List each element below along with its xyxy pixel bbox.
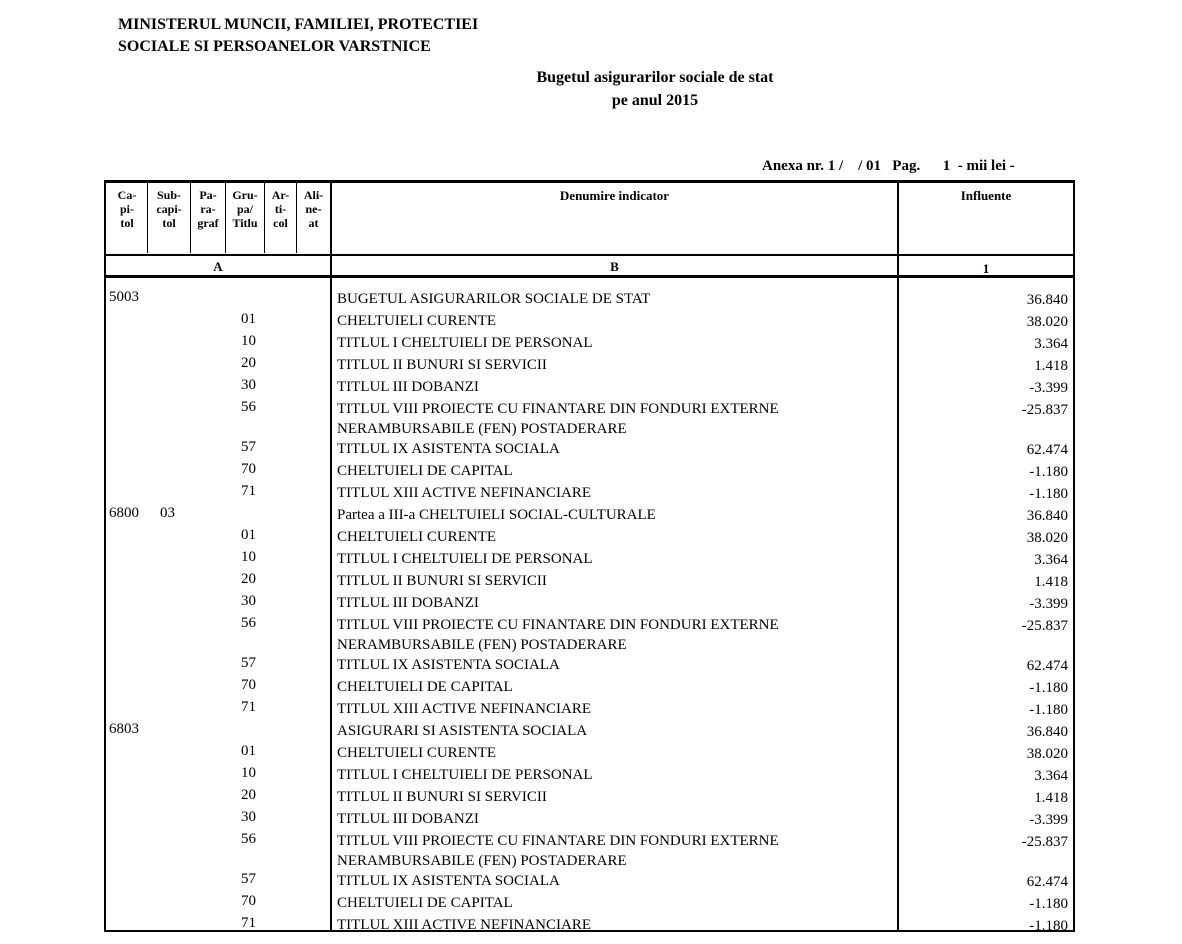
table-row (0, 674, 1182, 696)
row-indicator-name: TITLUL I CHELTUIELI DE PERSONAL (337, 335, 593, 351)
row-indicator-name: TITLUL II BUNURI SI SERVICII (337, 573, 547, 589)
table-row (0, 396, 1182, 436)
row-grupa-titlu: 30 (241, 377, 256, 393)
row-influente-value: 62.474 (1026, 874, 1068, 890)
row-indicator-name: TITLUL III DOBANZI (337, 379, 479, 395)
table-row (0, 890, 1182, 912)
table-row (0, 374, 1182, 396)
row-indicator-name: TITLUL IX ASISTENTA SOCIALA (337, 657, 560, 673)
header-alineat-line: at (308, 216, 319, 230)
row-grupa-titlu: 30 (241, 809, 256, 825)
table-row (0, 806, 1182, 828)
annex-reference: Anexa nr. 1 / / 01 Pag. 1 - mii lei - (762, 158, 1015, 174)
header-grupa-titlu (226, 188, 264, 230)
column-letter-b: B (610, 259, 619, 274)
row-indicator-name: TITLUL III DOBANZI (337, 811, 479, 827)
table-row (0, 330, 1182, 352)
row-grupa-titlu: 57 (241, 871, 256, 887)
header-articol-line: col (273, 216, 288, 230)
row-indicator-name: CHELTUIELI DE CAPITAL (337, 895, 513, 911)
table-row (0, 436, 1182, 458)
table-row (0, 352, 1182, 374)
table-row (0, 480, 1182, 502)
row-influente-value: -3.399 (1029, 596, 1068, 612)
row-indicator-name: Partea a III-a CHELTUIELI SOCIAL-CULTURALE (337, 507, 656, 523)
row-indicator-name: TITLUL II BUNURI SI SERVICII (337, 789, 547, 805)
row-grupa-titlu: 57 (241, 655, 256, 671)
row-influente-value: 36.840 (1026, 292, 1068, 308)
column-letter-1: 1 (982, 261, 990, 276)
document-title (420, 66, 890, 112)
header-subcapitol (148, 188, 190, 230)
ministry-name-line1: MINISTERUL MUNCII, FAMILIEI, PROTECTIEI (118, 16, 479, 33)
table-row (0, 612, 1182, 652)
row-grupa-titlu: 10 (241, 333, 256, 349)
header-articol-line: ti- (274, 202, 287, 216)
row-indicator-name: BUGETUL ASIGURARILOR SOCIALE DE STAT (337, 291, 651, 307)
row-influente-value: -25.837 (1021, 618, 1068, 634)
row-indicator-name: TITLUL VIII PROIECTE CU FINANTARE DIN FONDURI EXTERNE NERAMBURSABILE (FEN) POSTADERARE (337, 401, 779, 437)
table-row (0, 524, 1182, 546)
row-indicator-name: CHELTUIELI DE CAPITAL (337, 679, 513, 695)
row-influente-value: 3.364 (1034, 552, 1068, 568)
row-grupa-titlu: 30 (241, 593, 256, 609)
row-grupa-titlu: 57 (241, 439, 256, 455)
row-indicator-name: TITLUL IX ASISTENTA SOCIALA (337, 441, 560, 457)
header-paragraf-line: ra- (200, 202, 216, 216)
table-row (0, 912, 1182, 934)
table-row (0, 502, 1182, 524)
row-subcapitol: 03 (160, 505, 175, 521)
row-indicator-name: TITLUL III DOBANZI (337, 595, 479, 611)
row-grupa-titlu: 71 (241, 915, 256, 931)
row-influente-value: -1.180 (1029, 918, 1068, 934)
header-subcapitol-line: capi- (156, 202, 182, 216)
row-indicator-name: TITLUL I CHELTUIELI DE PERSONAL (337, 767, 593, 783)
column-letter-a: A (213, 259, 223, 274)
row-capitol: 5003 (109, 289, 139, 305)
table-row (0, 308, 1182, 330)
row-grupa-titlu: 10 (241, 549, 256, 565)
row-grupa-titlu: 20 (241, 571, 256, 587)
row-influente-value: -3.399 (1029, 380, 1068, 396)
table-row (0, 546, 1182, 568)
table-row (0, 784, 1182, 806)
row-influente-value: -1.180 (1029, 702, 1068, 718)
row-influente-value: 3.364 (1034, 768, 1068, 784)
table-row (0, 568, 1182, 590)
row-influente-value: 38.020 (1026, 530, 1068, 546)
header-capitol-line: Ca- (117, 188, 137, 202)
row-capitol: 6800 (109, 505, 139, 521)
document-title-line1: Bugetul asigurarilor sociale de stat (536, 69, 774, 86)
row-capitol: 6803 (109, 721, 139, 737)
row-influente-value: -1.180 (1029, 896, 1068, 912)
row-grupa-titlu: 71 (241, 699, 256, 715)
row-grupa-titlu: 70 (241, 461, 256, 477)
row-indicator-name: TITLUL XIII ACTIVE NEFINANCIARE (337, 917, 591, 933)
row-grupa-titlu: 01 (241, 311, 256, 327)
row-grupa-titlu: 56 (241, 831, 256, 847)
row-indicator-name: CHELTUIELI CURENTE (337, 529, 497, 545)
row-grupa-titlu: 01 (241, 527, 256, 543)
row-influente-value: 62.474 (1026, 442, 1068, 458)
row-grupa-titlu: 10 (241, 765, 256, 781)
ministry-name (118, 14, 478, 58)
header-articol-line: Ar- (271, 188, 290, 202)
header-capitol (106, 188, 148, 230)
row-influente-value: -1.180 (1029, 486, 1068, 502)
header-alineat-line: Ali- (303, 188, 324, 202)
row-influente-value: -25.837 (1021, 402, 1068, 418)
row-influente-value: 1.418 (1034, 790, 1068, 806)
row-indicator-name: CHELTUIELI CURENTE (337, 313, 497, 329)
row-influente-value: 36.840 (1026, 724, 1068, 740)
header-grupa-line: Titlu (232, 216, 258, 230)
row-indicator-name: TITLUL II BUNURI SI SERVICII (337, 357, 547, 373)
table-row (0, 718, 1182, 740)
header-alineat-line: ne- (305, 202, 322, 216)
row-indicator-name: TITLUL I CHELTUIELI DE PERSONAL (337, 551, 593, 567)
table-row (0, 458, 1182, 480)
header-capitol-line: tol (120, 216, 134, 230)
row-indicator-name: CHELTUIELI CURENTE (337, 745, 497, 761)
header-grupa-line: pa/ (236, 202, 253, 216)
header-paragraf-line: graf (197, 216, 219, 230)
row-grupa-titlu: 20 (241, 355, 256, 371)
header-grupa-line: Gru- (232, 188, 258, 202)
row-influente-value: -1.180 (1029, 680, 1068, 696)
row-grupa-titlu: 71 (241, 483, 256, 499)
table-row (0, 590, 1182, 612)
row-indicator-name: TITLUL XIII ACTIVE NEFINANCIARE (337, 485, 591, 501)
row-indicator-name: TITLUL VIII PROIECTE CU FINANTARE DIN FONDURI EXTERNE NERAMBURSABILE (FEN) POSTADERARE (337, 617, 779, 653)
row-indicator-name: ASIGURARI SI ASISTENTA SOCIALA (337, 723, 588, 739)
table-row (0, 868, 1182, 890)
row-influente-value: 38.020 (1026, 314, 1068, 330)
row-grupa-titlu: 01 (241, 743, 256, 759)
table-row (0, 762, 1182, 784)
header-subcapitol-line: tol (162, 216, 176, 230)
row-grupa-titlu: 56 (241, 399, 256, 415)
header-alineat (297, 188, 330, 230)
row-influente-value: -1.180 (1029, 464, 1068, 480)
table-row (0, 740, 1182, 762)
header-rule (105, 254, 1074, 256)
row-influente-value: -25.837 (1021, 834, 1068, 850)
row-influente-value: -3.399 (1029, 812, 1068, 828)
row-indicator-name: TITLUL XIII ACTIVE NEFINANCIARE (337, 701, 591, 717)
row-indicator-name: TITLUL VIII PROIECTE CU FINANTARE DIN FONDURI EXTERNE NERAMBURSABILE (FEN) POSTADERARE (337, 833, 779, 869)
document-title-line2: pe anul 2015 (611, 92, 699, 109)
row-influente-value: 3.364 (1034, 336, 1068, 352)
row-grupa-titlu: 70 (241, 893, 256, 909)
header-paragraf-line: Pa- (199, 188, 217, 202)
header-capitol-line: pi- (119, 202, 134, 216)
table-row (0, 286, 1182, 308)
row-grupa-titlu: 70 (241, 677, 256, 693)
row-indicator-name: TITLUL IX ASISTENTA SOCIALA (337, 873, 560, 889)
row-indicator-name: CHELTUIELI DE CAPITAL (337, 463, 513, 479)
header-denumire-indicator: Denumire indicator (559, 188, 670, 203)
row-influente-value: 1.418 (1034, 574, 1068, 590)
row-influente-value: 38.020 (1026, 746, 1068, 762)
row-grupa-titlu: 56 (241, 615, 256, 631)
header-influente: Influente (960, 188, 1012, 203)
header-articol (265, 188, 296, 230)
header-paragraf (191, 188, 225, 230)
row-influente-value: 62.474 (1026, 658, 1068, 674)
ministry-name-line2: SOCIALE SI PERSOANELOR VARSTNICE (118, 38, 431, 55)
table-row (0, 828, 1182, 868)
header-subcapitol-line: Sub- (156, 188, 182, 202)
row-grupa-titlu: 20 (241, 787, 256, 803)
table-row (0, 652, 1182, 674)
row-influente-value: 36.840 (1026, 508, 1068, 524)
row-influente-value: 1.418 (1034, 358, 1068, 374)
table-row (0, 696, 1182, 718)
